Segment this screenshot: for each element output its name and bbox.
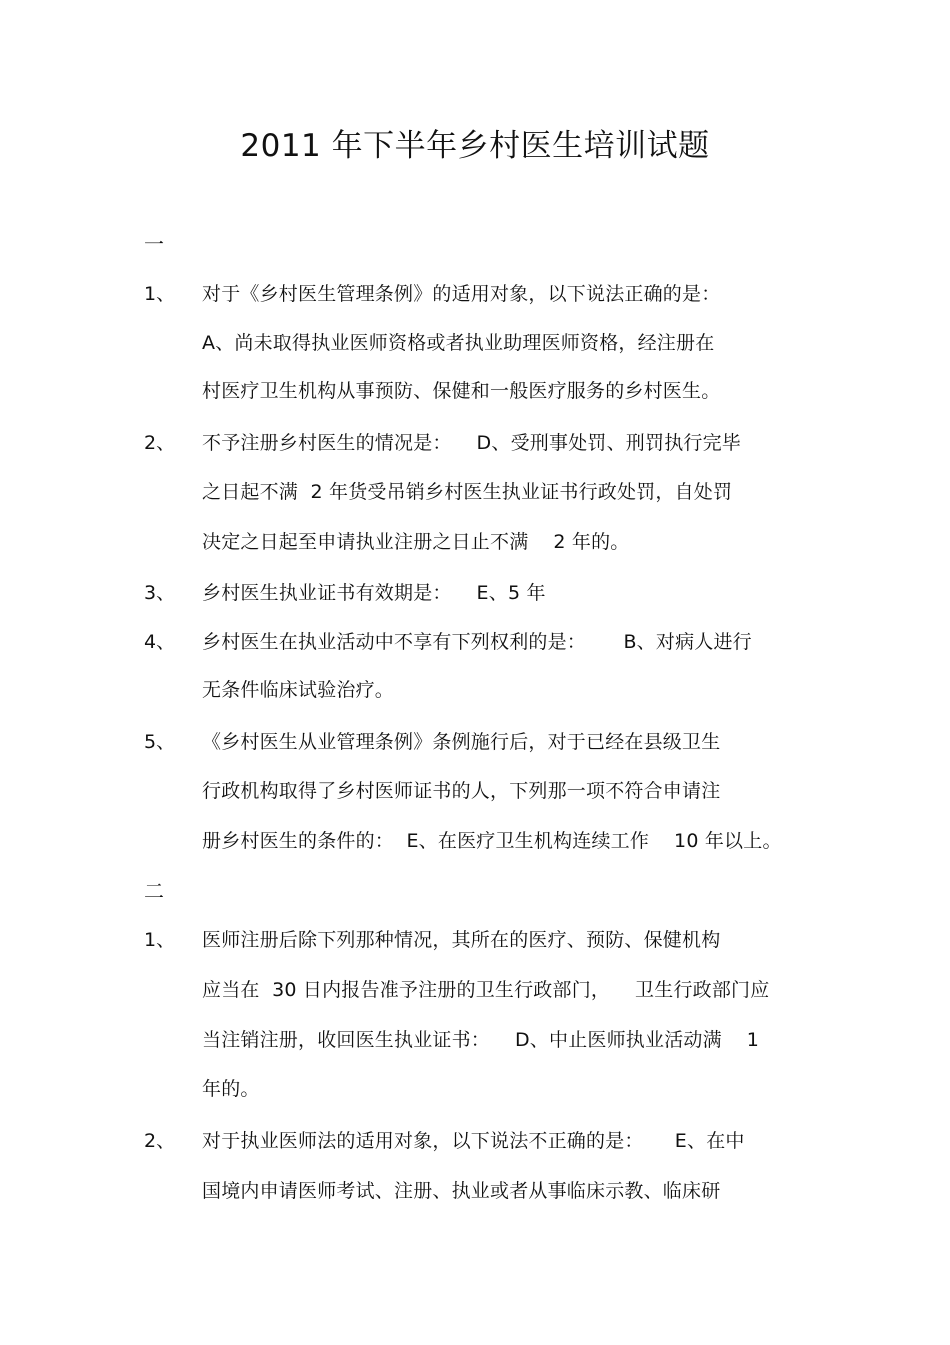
section-heading-1: 一 bbox=[144, 232, 164, 256]
question-text-line: 《乡村医生从业管理条例》条例施行后，对于已经在县级卫生 bbox=[202, 731, 721, 753]
question-number: 1、 bbox=[144, 283, 176, 305]
question-text-line: 对于《乡村医生管理条例》的适用对象，以下说法正确的是： bbox=[202, 283, 721, 305]
question-text-line: 国境内申请医师考试、注册、执业或者从事临床示教、临床研 bbox=[202, 1180, 721, 1202]
question-number: 2、 bbox=[144, 432, 176, 454]
question-number: 5、 bbox=[144, 731, 176, 753]
question-number: 3、 bbox=[144, 582, 176, 604]
question-number: 4、 bbox=[144, 631, 176, 653]
question-text-line: 册乡村医生的条件的： E、在医疗卫生机构连续工作 10 年以上。 bbox=[202, 830, 782, 852]
question-text-line: 不予注册乡村医生的情况是： D、受刑事处罚、刑罚执行完毕 bbox=[202, 432, 741, 454]
question-text-line: 当注销注册，收回医生执业证书： D、中止医师执业活动满 1 bbox=[202, 1029, 760, 1051]
question-text-line: 行政机构取得了乡村医师证书的人，下列那一项不符合申请注 bbox=[202, 780, 721, 802]
section-heading-2: 二 bbox=[144, 879, 164, 903]
question-number: 1、 bbox=[144, 929, 176, 951]
question-text-line: 年的。 bbox=[202, 1078, 260, 1100]
question-text-line: 应当在 30 日内报告准予注册的卫生行政部门， 卫生行政部门应 bbox=[202, 979, 770, 1001]
document-title: 2011 年下半年乡村医生培训试题 bbox=[240, 128, 710, 164]
question-text-line: A、尚未取得执业医师资格或者执业助理医师资格，经注册在 bbox=[202, 332, 715, 354]
question-text-line: 决定之日起至申请执业注册之日止不满 2 年的。 bbox=[202, 531, 630, 553]
question-text-line: 乡村医生在执业活动中不享有下列权利的是： B、对病人进行 bbox=[202, 631, 752, 653]
question-text-line: 医师注册后除下列那种情况，其所在的医疗、预防、保健机构 bbox=[202, 929, 721, 951]
question-text-line: 对于执业医师法的适用对象，以下说法不正确的是： E、在中 bbox=[202, 1130, 745, 1152]
question-text-line: 乡村医生执业证书有效期是： E、5 年 bbox=[202, 582, 546, 604]
question-text-line: 之日起不满 2 年货受吊销乡村医生执业证书行政处罚，自处罚 bbox=[202, 481, 733, 503]
question-text-line: 村医疗卫生机构从事预防、保健和一般医疗服务的乡村医生。 bbox=[202, 380, 721, 402]
question-number: 2、 bbox=[144, 1130, 176, 1152]
question-text-line: 无条件临床试验治疗。 bbox=[202, 679, 395, 701]
